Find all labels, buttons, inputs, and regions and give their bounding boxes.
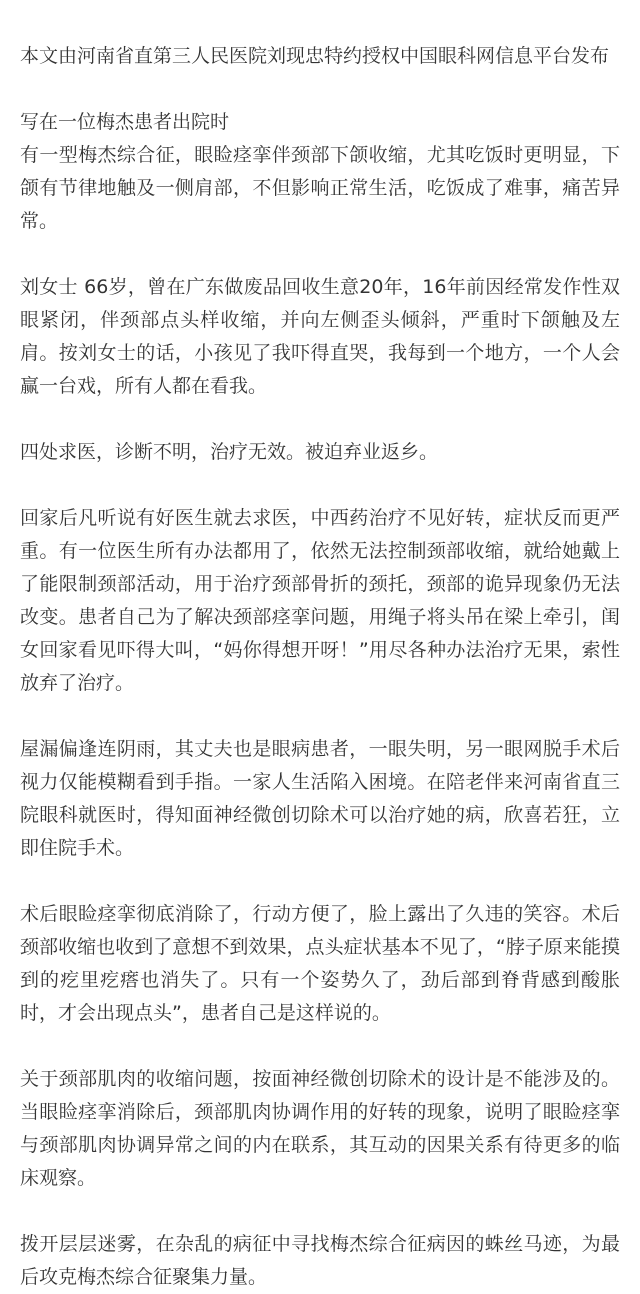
paragraph-2: 刘女士 66岁，曾在广东做废品回收生意20年，16年前因经常发作性双眼紧闭，伴颈部点头样收缩，并向左侧歪头倾斜，严重时下颌触及左肩。按刘女士的话，小孩见了我吓得直哭，我每到一个地方，一个人会赢一台戏，所有人都在看我。 [20,276,620,397]
source-note: 本文由河南省直第三人民医院刘现忠特约授权中国眼科网信息平台发布 [20,45,610,67]
intro-group [20,106,620,238]
paragraph-1: 有一型梅杰综合征，眼睑痉挛伴颈部下颌收缩，尤其吃饭时更明显，下颌有节律地触及一侧肩部，不但影响正常生活，吃饭成了难事，痛苦异常。 [20,144,620,232]
paragraph-4: 回家后凡听说有好医生就去求医，中西药治疗不见好转，症状反而更严重。有一位医生所有办法都用了，依然无法控制颈部收缩，就给她戴上了能限制颈部活动，用于治疗颈部骨折的颈托，颈部的诡异现象仍无法改变。患者自己为了解决颈部痉挛问题，用绳子将头吊在梁上牵引，闺女回家看见吓得大叫，“妈你得想开呀！”用尽各种办法治疗无果，索性放弃了治疗。 [20,507,620,694]
paragraph-5: 屋漏偏逢连阴雨，其丈夫也是眼病患者，一眼失明，另一眼网脱手术后视力仅能模糊看到手指。一家人生活陷入困境。在陪老伴来河南省直三院眼科就医时，得知面神经微创切除术可以治疗她的病，欣喜若狂，立即住院手术。 [20,738,620,859]
paragraph-8: 拨开层层迷雾，在杂乱的病征中寻找梅杰综合征病因的蛛丝马迹，为最后攻克梅杰综合征聚集力量。 [20,1233,620,1288]
paragraph-6: 术后眼睑痉挛彻底消除了，行动方便了，脸上露出了久违的笑容。术后颈部收缩也收到了意想不到效果，点头症状基本不见了，“脖子原来能摸到的疙里疙瘩也消失了。只有一个姿势久了，劲后部到脊背感到酸胀时，才会出现点头”，患者自己是这样说的。 [20,903,620,1024]
paragraph-3: 四处求医，诊断不明，治疗无效。被迫弃业返乡。 [20,441,439,463]
article-heading: 写在一位梅杰患者出院时 [20,111,230,133]
paragraph-7: 关于颈部肌肉的收缩问题，按面神经微创切除术的设计是不能涉及的。当眼睑痉挛消除后，颈部肌肉协调作用的好转的现象，说明了眼睑痉挛与颈部肌肉协调异常之间的内在联系，其互动的因果关系有待更多的临床观察。 [20,1068,620,1189]
